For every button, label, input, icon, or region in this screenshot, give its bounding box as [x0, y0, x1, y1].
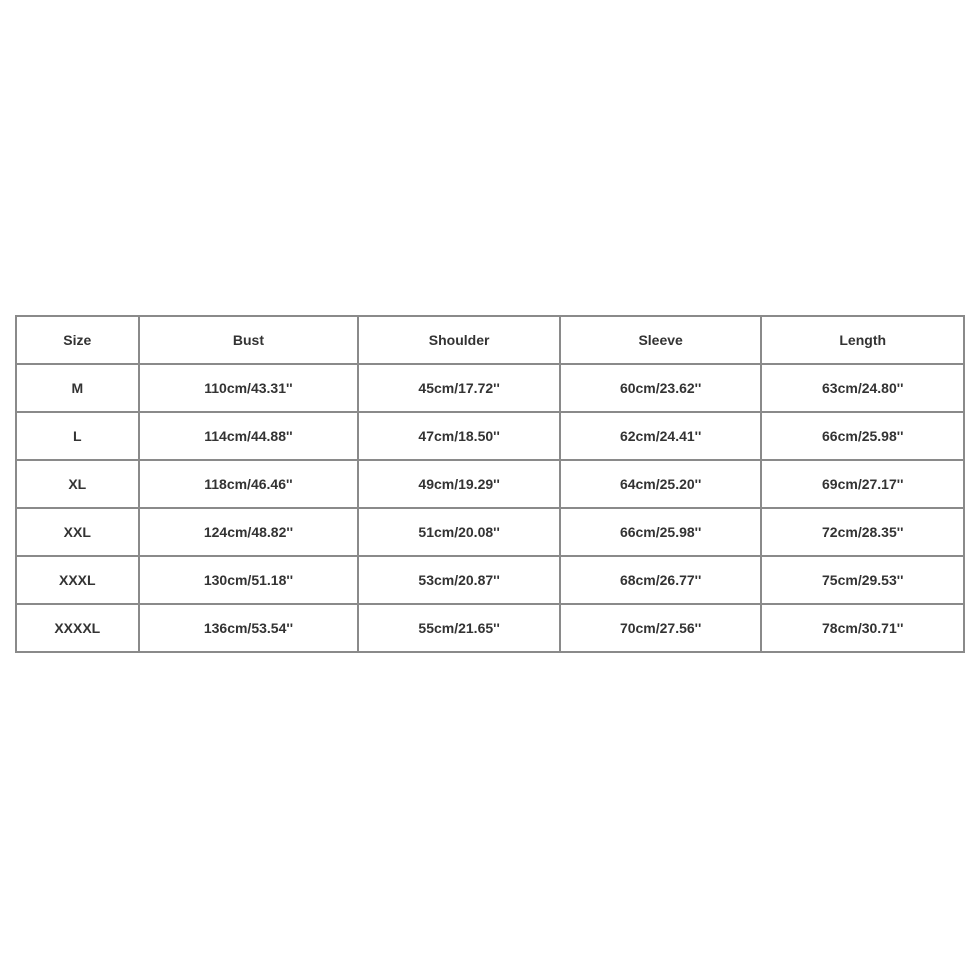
size-cell: L [16, 412, 139, 460]
header-length: Length [761, 316, 964, 364]
shoulder-cell: 45cm/17.72'' [358, 364, 560, 412]
shoulder-cell: 53cm/20.87'' [358, 556, 560, 604]
length-cell: 75cm/29.53'' [761, 556, 964, 604]
header-sleeve: Sleeve [560, 316, 762, 364]
size-cell: XXXXL [16, 604, 139, 652]
table-row [16, 460, 964, 508]
shoulder-cell: 51cm/20.08'' [358, 508, 560, 556]
sleeve-cell: 60cm/23.62'' [560, 364, 762, 412]
bust-cell: 118cm/46.46'' [139, 460, 359, 508]
table-row [16, 508, 964, 556]
length-cell: 63cm/24.80'' [761, 364, 964, 412]
size-cell: XXL [16, 508, 139, 556]
table-row [16, 412, 964, 460]
table-row [16, 364, 964, 412]
header-bust: Bust [139, 316, 359, 364]
bust-cell: 110cm/43.31'' [139, 364, 359, 412]
length-cell: 78cm/30.71'' [761, 604, 964, 652]
length-cell: 66cm/25.98'' [761, 412, 964, 460]
bust-cell: 124cm/48.82'' [139, 508, 359, 556]
shoulder-cell: 49cm/19.29'' [358, 460, 560, 508]
size-cell: XL [16, 460, 139, 508]
sleeve-cell: 62cm/24.41'' [560, 412, 762, 460]
bust-cell: 130cm/51.18'' [139, 556, 359, 604]
shoulder-cell: 47cm/18.50'' [358, 412, 560, 460]
header-row [16, 316, 964, 364]
size-cell: M [16, 364, 139, 412]
header-size: Size [16, 316, 139, 364]
table-row [16, 556, 964, 604]
bust-cell: 114cm/44.88'' [139, 412, 359, 460]
length-cell: 72cm/28.35'' [761, 508, 964, 556]
bust-cell: 136cm/53.54'' [139, 604, 359, 652]
header-shoulder: Shoulder [358, 316, 560, 364]
shoulder-cell: 55cm/21.65'' [358, 604, 560, 652]
length-cell: 69cm/27.17'' [761, 460, 964, 508]
table-row [16, 604, 964, 652]
sleeve-cell: 64cm/25.20'' [560, 460, 762, 508]
size-cell: XXXL [16, 556, 139, 604]
sleeve-cell: 68cm/26.77'' [560, 556, 762, 604]
sleeve-cell: 70cm/27.56'' [560, 604, 762, 652]
sleeve-cell: 66cm/25.98'' [560, 508, 762, 556]
size-chart-table [15, 315, 965, 653]
